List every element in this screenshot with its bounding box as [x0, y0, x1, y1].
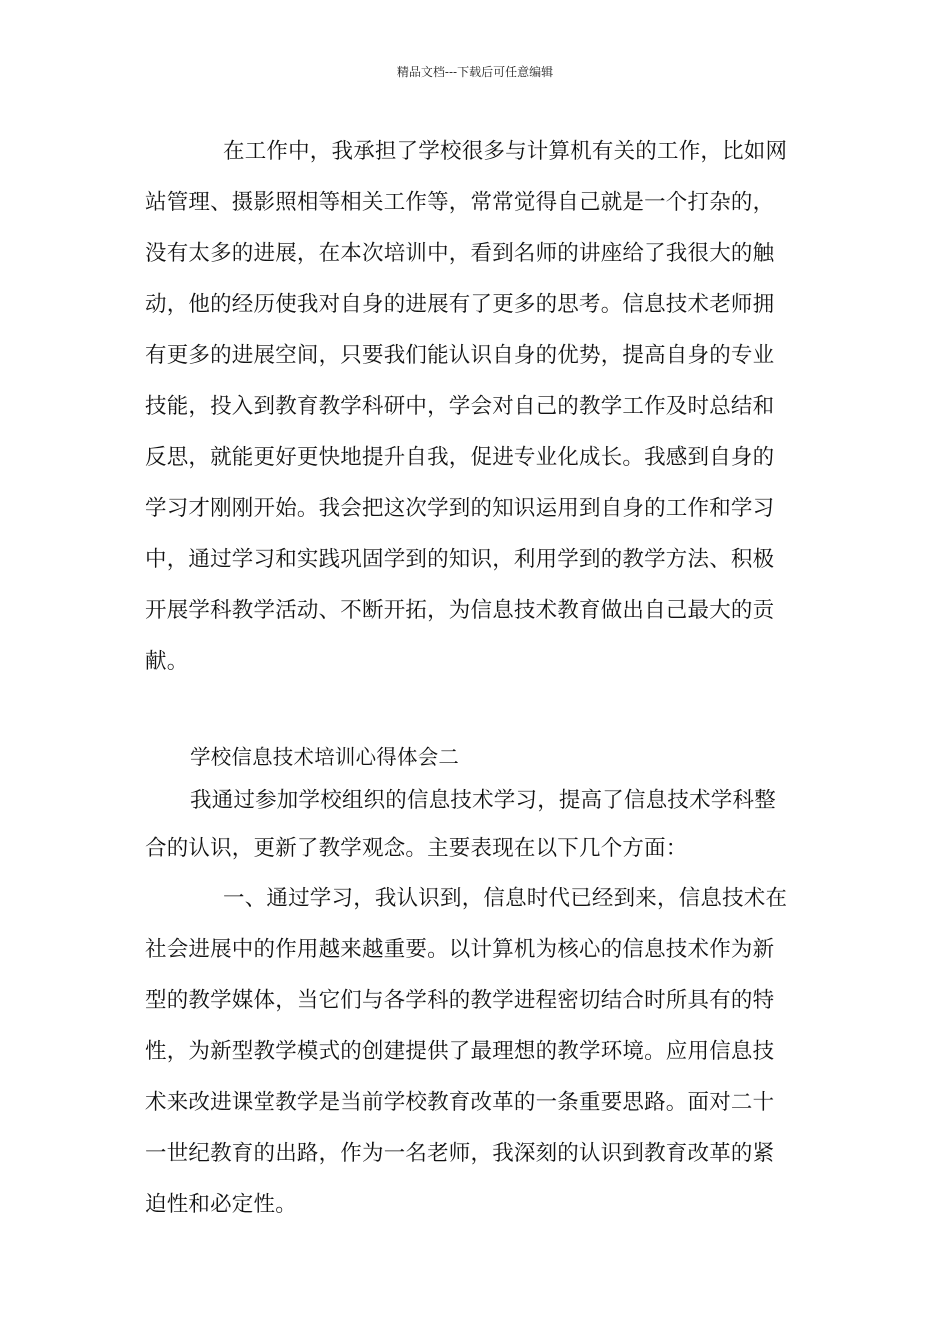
paragraph-line: 性，为新型教学模式的创建提供了最理想的教学环境。应用信息技 [145, 1039, 775, 1064]
paragraph-line: 型的教学媒体，当它们与各学科的教学进程密切结合时所具有的特 [145, 988, 775, 1013]
paragraph-line: 术来改进课堂教学是当前学校教育改革的一条重要思路。面对二十 [145, 1090, 775, 1115]
paragraph-line: 在工作中，我承担了学校很多与计算机有关的工作，比如网 [223, 139, 788, 164]
page-header-watermark: 精品文档---下载后可任意编辑 [396, 65, 554, 79]
paragraph-line: 有更多的进展空间，只要我们能认识自身的优势，提高自身的专业 [145, 343, 775, 368]
paragraph-line: 中，通过学习和实践巩固学到的知识，利用学到的教学方法、积极 [145, 547, 775, 572]
paragraph-line: 站管理、摄影照相等相关工作等，常常觉得自己就是一个打杂的， [145, 190, 775, 215]
section-2-title: 学校信息技术培训心得体会二 [190, 745, 460, 769]
paragraph-line: 开展学科教学活动、不断开拓，为信息技术教育做出自己最大的贡 [145, 598, 775, 623]
paragraph-line: 社会进展中的作用越来越重要。以计算机为核心的信息技术作为新 [145, 937, 775, 962]
paragraph-line: 没有太多的进展，在本次培训中，看到名师的讲座给了我很大的触 [145, 241, 775, 266]
paragraph-line: 一世纪教育的出路，作为一名老师，我深刻的认识到教育改革的紧 [145, 1141, 775, 1166]
paragraph-line: 动，他的经历使我对自身的进展有了更多的思考。信息技术老师拥 [145, 292, 775, 317]
paragraph-line: 技能，投入到教育教学科研中，学会对自己的教学工作及时总结和 [145, 394, 775, 419]
paragraph-line: 献。 [145, 649, 189, 674]
paragraph-line: 合的认识，更新了教学观念。主要表现在以下几个方面： [145, 836, 688, 861]
paragraph-line: 一、通过学习，我认识到，信息时代已经到来，信息技术在 [223, 886, 788, 911]
paragraph-line: 迫性和必定性。 [145, 1192, 297, 1217]
paragraph-line: 反思，就能更好更快地提升自我，促进专业化成长。我感到自身的 [145, 445, 775, 470]
paragraph-line: 我通过参加学校组织的信息技术学习，提高了信息技术学科整 [190, 788, 776, 813]
paragraph-line: 学习才刚刚开始。我会把这次学到的知识运用到自身的工作和学习 [145, 496, 775, 521]
